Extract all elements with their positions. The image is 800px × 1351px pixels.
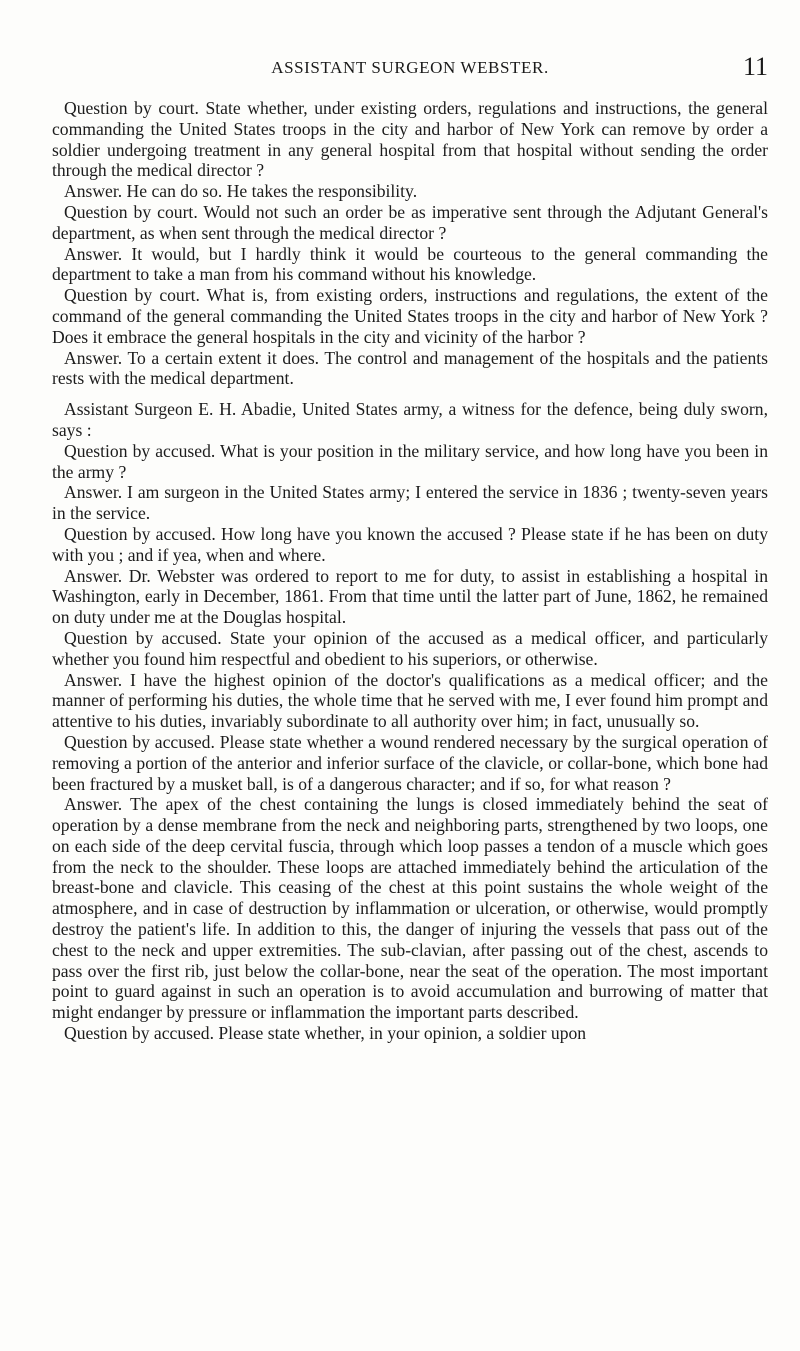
paragraph: Question by court. State whether, under existing orders, regulations and instructions, the general commanding the United States troops in the city and harbor of New York can remove by order a soldier undergoing treatment in any general hospital from that hospital without sending the order through the medical director ? [52,98,768,181]
paragraph: Question by accused. How long have you known the accused ? Please state if he has been on duty with you ; and if yea, when and where. [52,523,768,565]
paragraph: Answer. To a certain extent it does. The control and management of the hospitals and the patients rests with the medical department. [52,347,768,389]
paragraph: Answer. I am surgeon in the United States army; I entered the service in 1836 ; twenty-seven years in the service. [52,482,768,524]
paragraph: Question by accused. State your opinion of the accused as a medical officer, and particularly whether you found him respectful and obedient to his superiors, or otherwise. [52,627,768,669]
running-header [52,52,768,84]
paragraph: Answer. The apex of the chest containing the lungs is closed immediately behind the seat of operation by a dense membrane from the neck and neighboring parts, strengthened by two loops, one on each side of the deep cervital fuscia, through which loop passes a tendon of a muscle which goes from the neck to the shoulder. These loops are attached immediately behind the articulation of the breast-bone and clavicle. This ceasing of the chest at this point sustains the whole weight of the atmosphere, and in case of destruction by inflammation or ulceration, or otherwise, would promptly destroy the patient's life. In addition to this, the danger of injuring the vessels that pass out of the chest to the neck and upper extremities. The sub-clavian, after passing out of the chest, ascends to pass over the first rib, just below the collar-bone, near the seat of the operation. The most important point to guard against in such an operation is to avoid accumulation and burrowing of matter that might endanger by pressure or inflammation the important parts described. [52,794,768,1023]
paragraph: Question by court. Would not such an order be as imperative sent through the Adjutant General's department, as when sent through the medical director ? [52,201,768,243]
paragraph: Answer. I have the highest opinion of the doctor's qualifications as a medical officer; and the manner of performing his duties, the whole time that he served with me, I ever found him prompt and attentive to his duties, invariably subordinate to all authority over him; in fact, unusually so. [52,669,768,732]
body-text [52,98,768,1044]
header-title: ASSISTANT SURGEON WEBSTER. [271,58,549,77]
paragraph: Answer. It would, but I hardly think it would be courteous to the general commanding the department to take a man from his command without his knowledge. [52,243,768,285]
paragraph: Question by accused. What is your position in the military service, and how long have you been in the army ? [52,440,768,482]
paragraph: Question by accused. Please state whether a wound rendered necessary by the surgical operation of removing a portion of the anterior and inferior surface of the clavicle, or collar-bone, which bone had been fractured by a musket ball, is of a dangerous character; and if so, for what reason ? [52,731,768,794]
paragraph: Question by accused. Please state whether, in your opinion, a soldier upon [64,1023,587,1044]
paragraph: Assistant Surgeon E. H. Abadie, United States army, a witness for the defence, being duly sworn, says : [52,399,768,440]
paragraph: Answer. He can do so. He takes the responsibility. [64,181,418,202]
paragraph: Question by court. What is, from existing orders, instructions and regulations, the extent of the command of the general commanding the United States troops in the city and harbor of New York ? Does it embrace the general hospitals in the city and vicinity of the harbor ? [52,285,768,347]
page-number: 11 [742,52,768,81]
paragraph: Answer. Dr. Webster was ordered to report to me for duty, to assist in establishing a hospital in Washington, early in December, 1861. From that time until the latter part of June, 1862, he remained on duty under me at the Douglas hospital. [52,565,768,628]
